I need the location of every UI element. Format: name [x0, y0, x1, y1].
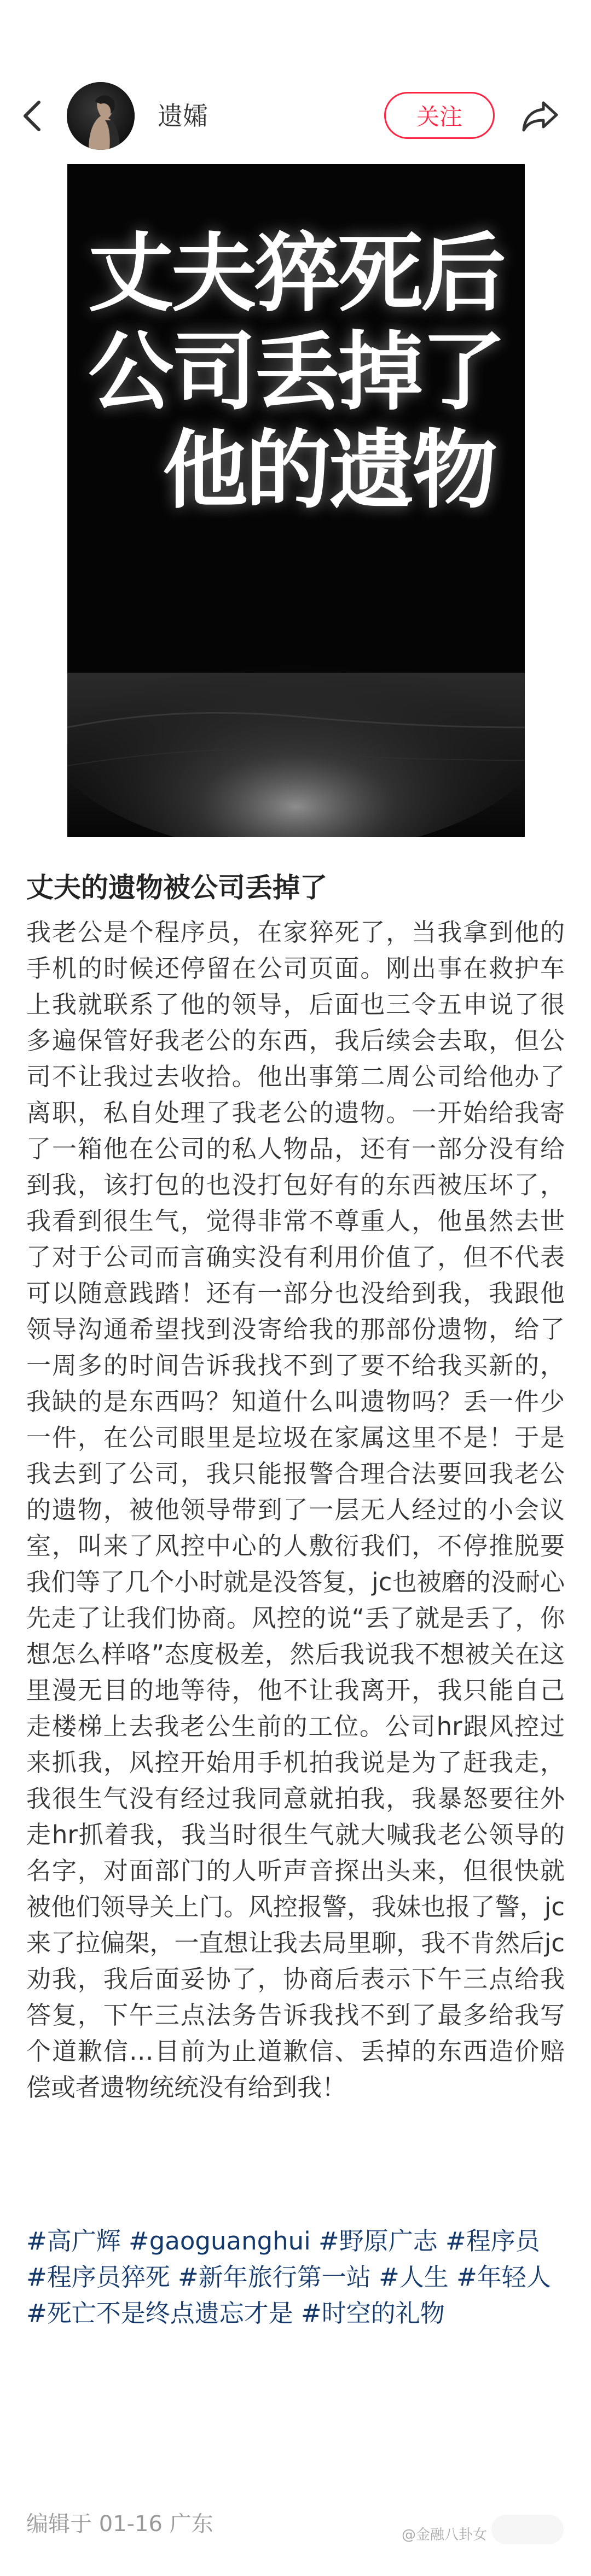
cover-line-3: 他的遗物 [163, 421, 495, 520]
edit-info: 编辑于 01-16 广东 [26, 2511, 213, 2537]
back-button[interactable] [15, 94, 48, 138]
post-body: 我老公是个程序员，在家猝死了，当我拿到他的手机的时候还停留在公司页面。刚出事在救护车上我就联系了他的领导，后面也三令五申说了很多遍保管好我老公的东西，我后续会去取，但公司不让我过去收拾。他出事第二周公司给他办了离职，私自处理了我老公的遗物。一开始给我寄了一箱他在公司的私人物品，还有一部分没有给到我，该打包的也没打包好有的东西被压坏了，我看到很生气，觉得非常不尊重人，他虽然去世了对于公司而言确实没有利用价值了，但不代表可以随意践踏！还有一部分也没给到我，我跟他领导沟通希望找到没寄给我的那部份遗物，给了一周多的时间告诉我找不到了要不给我买新的，我缺的是东西吗？知道什么叫遗物吗？丢一件少一件，在公司眼里是垃圾在家属这里不是！于是我去到了公司，我只能报警合理合法要回我老公的遗物，被他领导带到了一层无人经过的小会议室，叫来了风控中心的人敷衍我们，不停推脱要我们等了几个小时就是没答复，jc也被磨的没耐心先走了让我们协商。风控的说“丢了就是丢了，你想怎么样咯”态度极差，然后我说我不想被关在这里漫无目的地等待，他不让我离开，我只能自己走楼梯上去我老公生前的工位。公司hr跟风控过来抓我，风控开始用手机拍我说是为了赶我走，我很生气没有经过我同意就拍我，我暴怒要往外走hr抓着我，我当时很生气就大喊我老公领导的名字，对面部门的人听声音探出头来，但很快就被他们领导关上门。风控报警，我妹也报了警，jc来了拉偏架，一直想让我去局里聊，我不肯然后jc劝我，我后面妥协了，协商后表示下午三点给我答复，下午三点法务告诉我找不到了最多给我写个道歉信…目前为止道歉信、丢掉的东西造价赔偿或者遗物统统没有给到我！ [26, 918, 565, 2102]
chevron-left-icon [22, 100, 41, 132]
cover-image[interactable] [67, 164, 525, 837]
cover-title [67, 224, 525, 520]
tag-link[interactable]: #程序员猝死 [26, 2263, 170, 2292]
tag-link[interactable]: #gaoguanghui [129, 2227, 311, 2256]
tag-list [26, 2223, 568, 2332]
top-bar [0, 0, 591, 131]
tag-link[interactable]: #高广辉 [26, 2227, 121, 2256]
watermark: @金融八卦女 [401, 2527, 487, 2543]
tag-link[interactable]: #年轻人 [456, 2263, 551, 2292]
post-title: 丈夫的遗物被公司丢掉了 [26, 872, 327, 904]
avatar[interactable] [67, 82, 135, 150]
follow-button[interactable]: 关注 [384, 92, 495, 139]
tag-link[interactable]: #人生 [379, 2263, 449, 2292]
more-pill[interactable] [491, 2515, 564, 2544]
tag-link[interactable]: #死亡不是终点遗忘才是 [26, 2299, 293, 2328]
cover-line-2: 公司丢掉了 [88, 322, 504, 422]
username[interactable]: 遗孀 [158, 101, 208, 131]
share-button[interactable] [519, 96, 563, 136]
tag-link[interactable]: #时空的礼物 [301, 2299, 445, 2328]
cover-line-1: 丈夫猝死后 [88, 224, 504, 323]
tag-link[interactable]: #程序员 [445, 2227, 540, 2256]
tag-link[interactable]: #新年旅行第一站 [178, 2263, 371, 2292]
tag-link[interactable]: #野原广志 [318, 2227, 438, 2256]
share-icon [522, 100, 560, 132]
